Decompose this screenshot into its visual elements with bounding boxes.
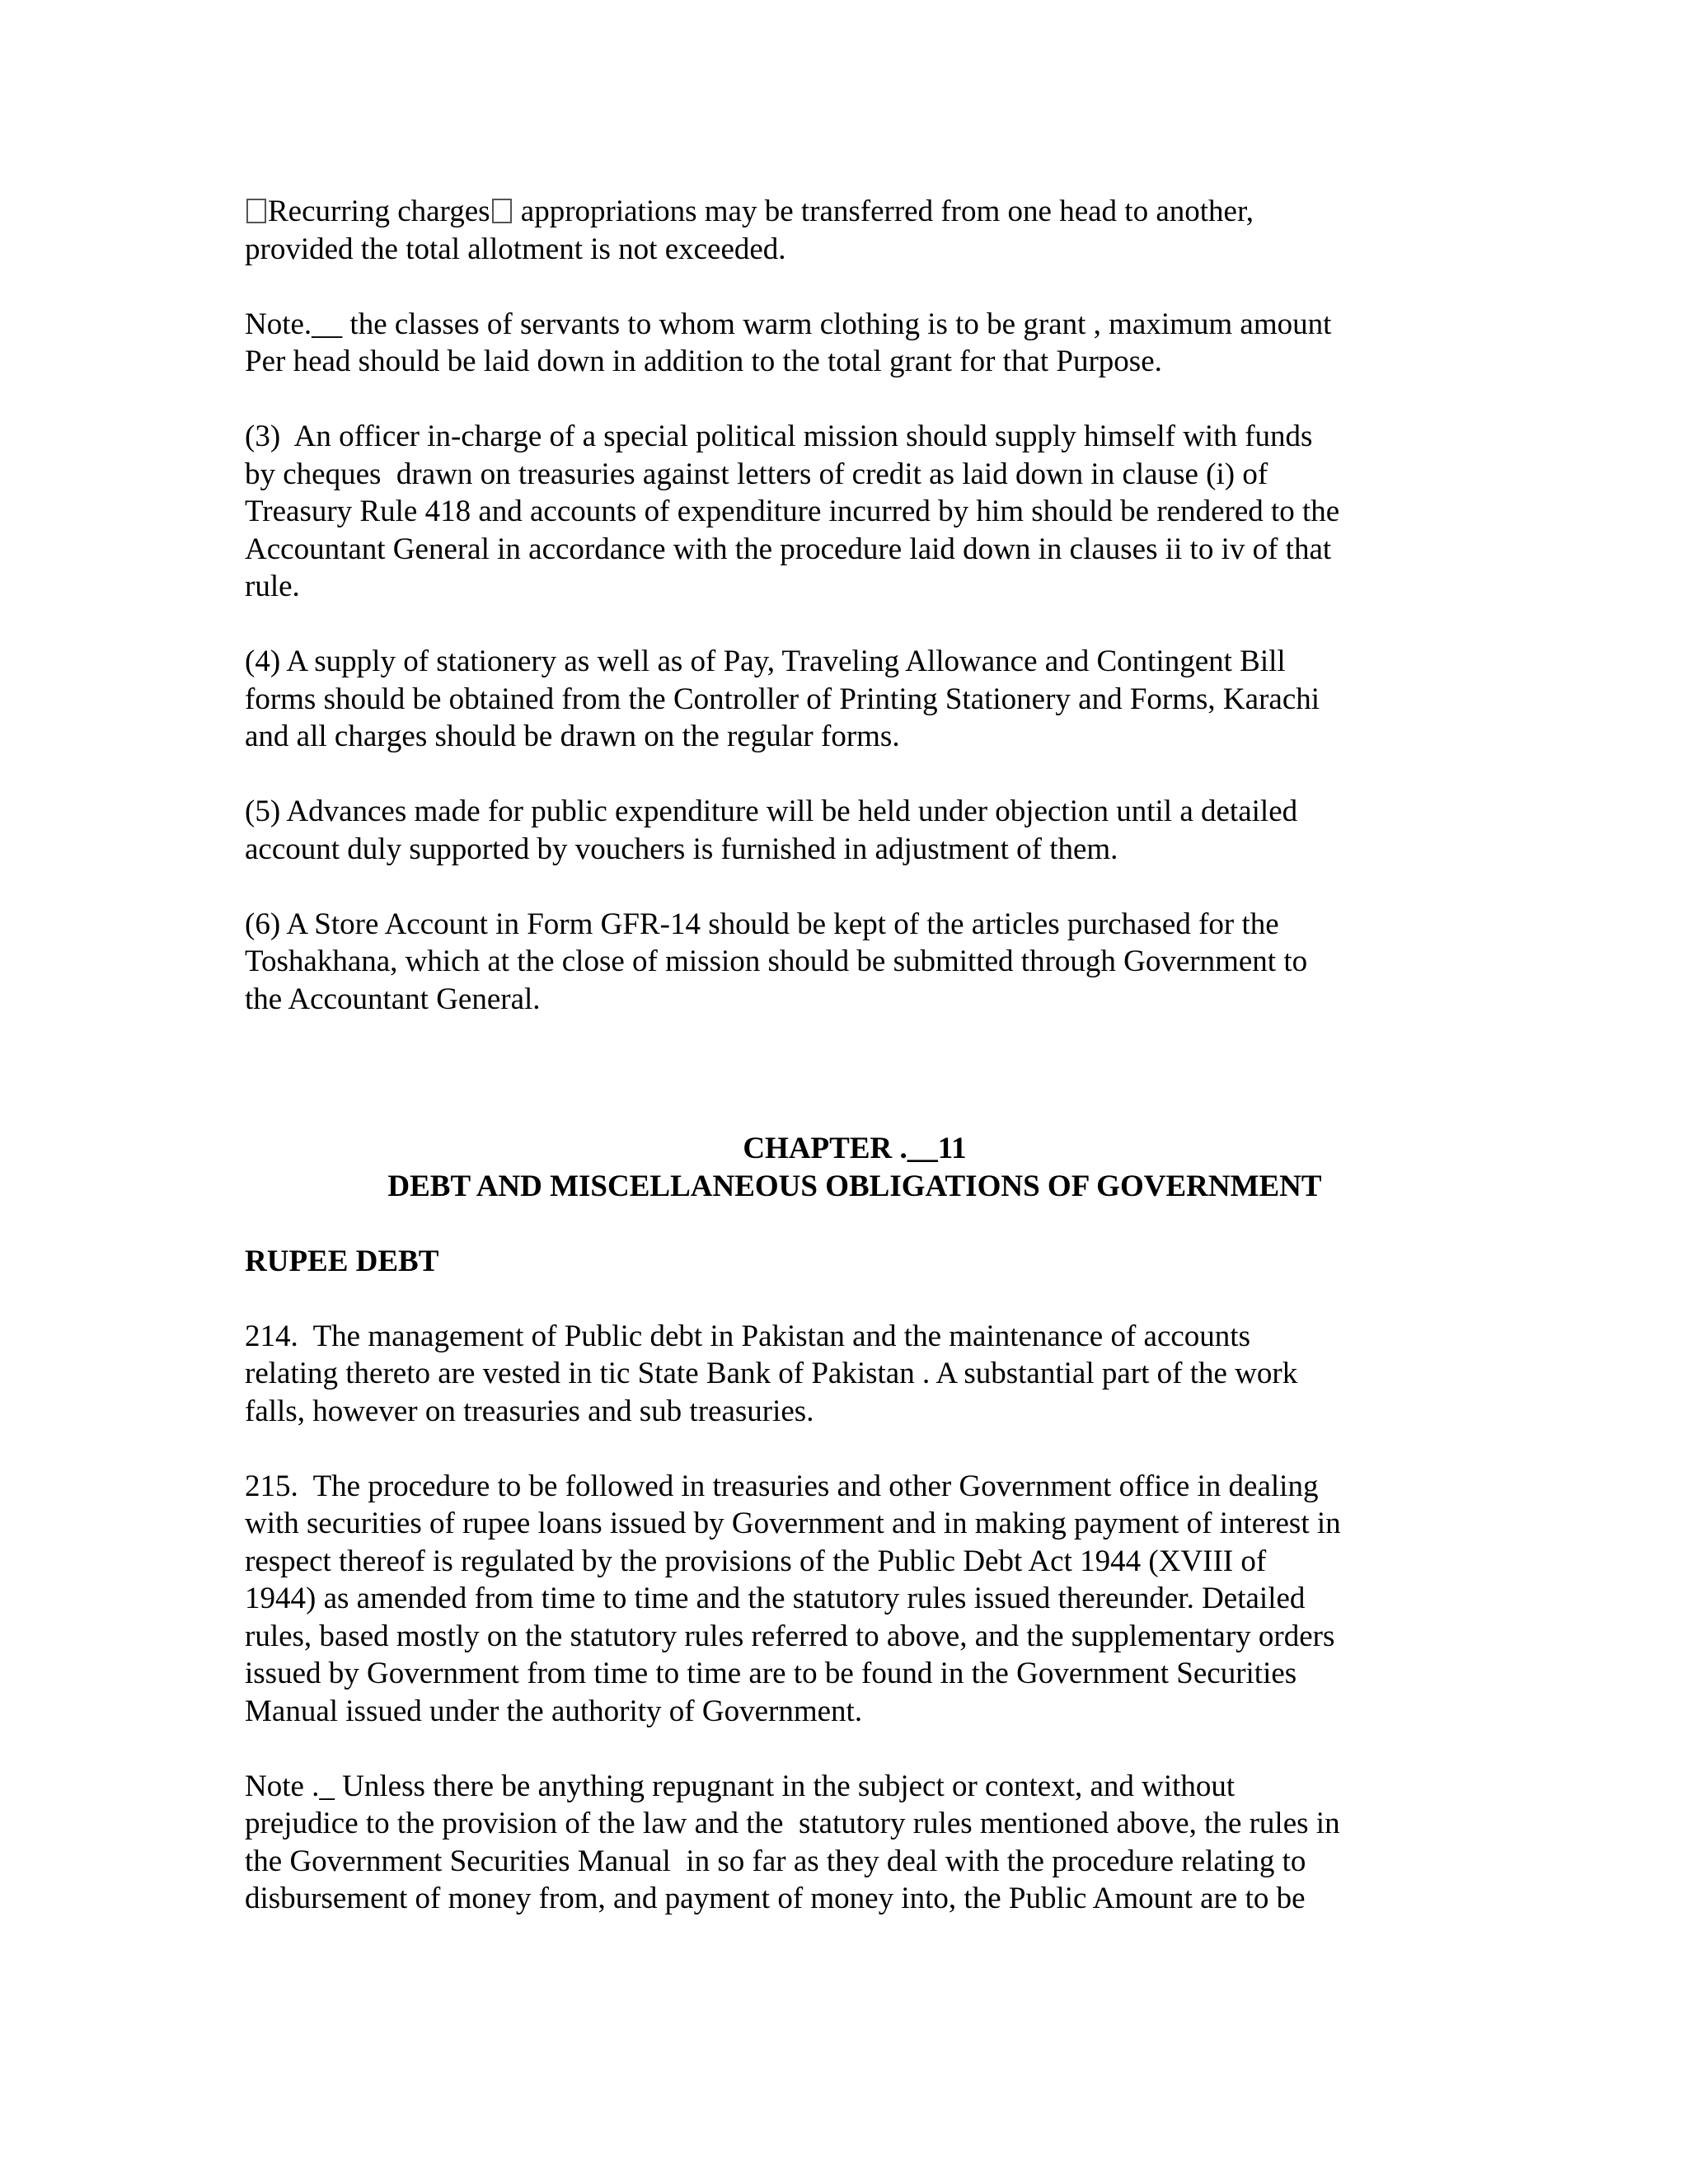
- section-heading-rupee-debt: RUPEE DEBT: [245, 1244, 439, 1278]
- text-line: rule.: [245, 569, 300, 603]
- text-line: rules, based mostly on the statutory rules referred to above, and the supplementary orders: [245, 1619, 1335, 1653]
- text-line: Per head should be laid down in addition to the total grant for that Purpose.: [245, 344, 1162, 378]
- text-line: respect thereof is regulated by the provisions of the Public Debt Act 1944 (XVIII of: [245, 1544, 1267, 1578]
- chapter-title: DEBT AND MISCELLANEOUS OBLIGATIONS OF GOVERNMENT: [387, 1169, 1322, 1203]
- paragraph-4-stationery: [245, 643, 1465, 756]
- chapter-number: CHAPTER .__11: [743, 1132, 967, 1165]
- text-line: forms should be obtained from the Controller of Printing Stationery and Forms, Karachi: [245, 682, 1320, 716]
- text-line: 214. The management of Public debt in Pakistan and the maintenance of accounts: [245, 1319, 1250, 1353]
- paragraph-note-securities-manual: [245, 1768, 1465, 1918]
- paragraph-215: [245, 1468, 1465, 1731]
- text-line: Toshakhana, which at the close of mission should be submitted through Government to: [245, 944, 1308, 978]
- text-line: and all charges should be drawn on the regular forms.: [245, 719, 900, 753]
- text-line: disbursement of money from, and payment of money into, the Public Amount are to be: [245, 1882, 1306, 1915]
- text-line: [245, 193, 1465, 231]
- paragraph-5-advances: [245, 793, 1465, 868]
- missing-glyph-box-icon: [492, 199, 512, 223]
- text-line: the Government Securities Manual in so far as they deal with the procedure relating to: [245, 1844, 1306, 1878]
- text-line: (3) An officer in-charge of a special political mission should supply himself with funds: [245, 419, 1313, 453]
- text-line: prejudice to the provision of the law and the statutory rules mentioned above, the rules in: [245, 1807, 1340, 1840]
- text-line: relating thereto are vested in tic State Bank of Pakistan . A substantial part of the work: [245, 1357, 1298, 1390]
- text-line: the Accountant General.: [245, 982, 541, 1016]
- text-line: issued by Government from time to time are to be found in the Government Securities: [245, 1657, 1297, 1690]
- text-line: provided the total allotment is not exceeded.: [245, 232, 786, 266]
- text-line: falls, however on treasuries and sub treasuries.: [245, 1394, 814, 1428]
- text-line: 215. The procedure to be followed in treasuries and other Government office in dealing: [245, 1469, 1319, 1503]
- paragraph-note-warm-clothing: [245, 306, 1465, 381]
- text-line: (4) A supply of stationery as well as of Pay, Traveling Allowance and Contingent Bill: [245, 644, 1286, 678]
- paragraph-6-store-account: [245, 906, 1465, 1019]
- text-line: account duly supported by vouchers is furnished in adjustment of them.: [245, 832, 1118, 866]
- text-fragment: appropriations may be transferred from one head to another,: [520, 194, 1254, 228]
- text-line: (5) Advances made for public expenditure will be held under objection until a detailed: [245, 794, 1298, 828]
- text-line: Treasury Rule 418 and accounts of expenditure incurred by him should be rendered to the: [245, 494, 1340, 528]
- paragraph-3-political-mission: [245, 418, 1465, 606]
- text-line: 1944) as amended from time to time and the statutory rules issued thereunder. Detailed: [245, 1582, 1306, 1615]
- paragraph-recurring-charges: [245, 193, 1465, 268]
- text-line: (6) A Store Account in Form GFR-14 should be kept of the articles purchased for the: [245, 907, 1279, 941]
- document-page: [245, 193, 1465, 1955]
- text-line: Note.__ the classes of servants to whom warm clothing is to be grant , maximum amount: [245, 307, 1332, 341]
- missing-glyph-box-icon: [246, 199, 266, 223]
- text-fragment: Recurring charges: [268, 194, 490, 228]
- text-line: Accountant General in accordance with the procedure laid down in clauses ii to iv of that: [245, 532, 1332, 566]
- paragraph-214: [245, 1318, 1465, 1431]
- text-line: Note ._ Unless there be anything repugnant in the subject or context, and without: [245, 1769, 1236, 1803]
- text-line: with securities of rupee loans issued by Government and in making payment of interest in: [245, 1507, 1341, 1540]
- text-line: by cheques drawn on treasuries against letters of credit as laid down in clause (i) of: [245, 457, 1268, 491]
- chapter-heading: [245, 1130, 1465, 1205]
- text-line: Manual issued under the authority of Government.: [245, 1694, 863, 1728]
